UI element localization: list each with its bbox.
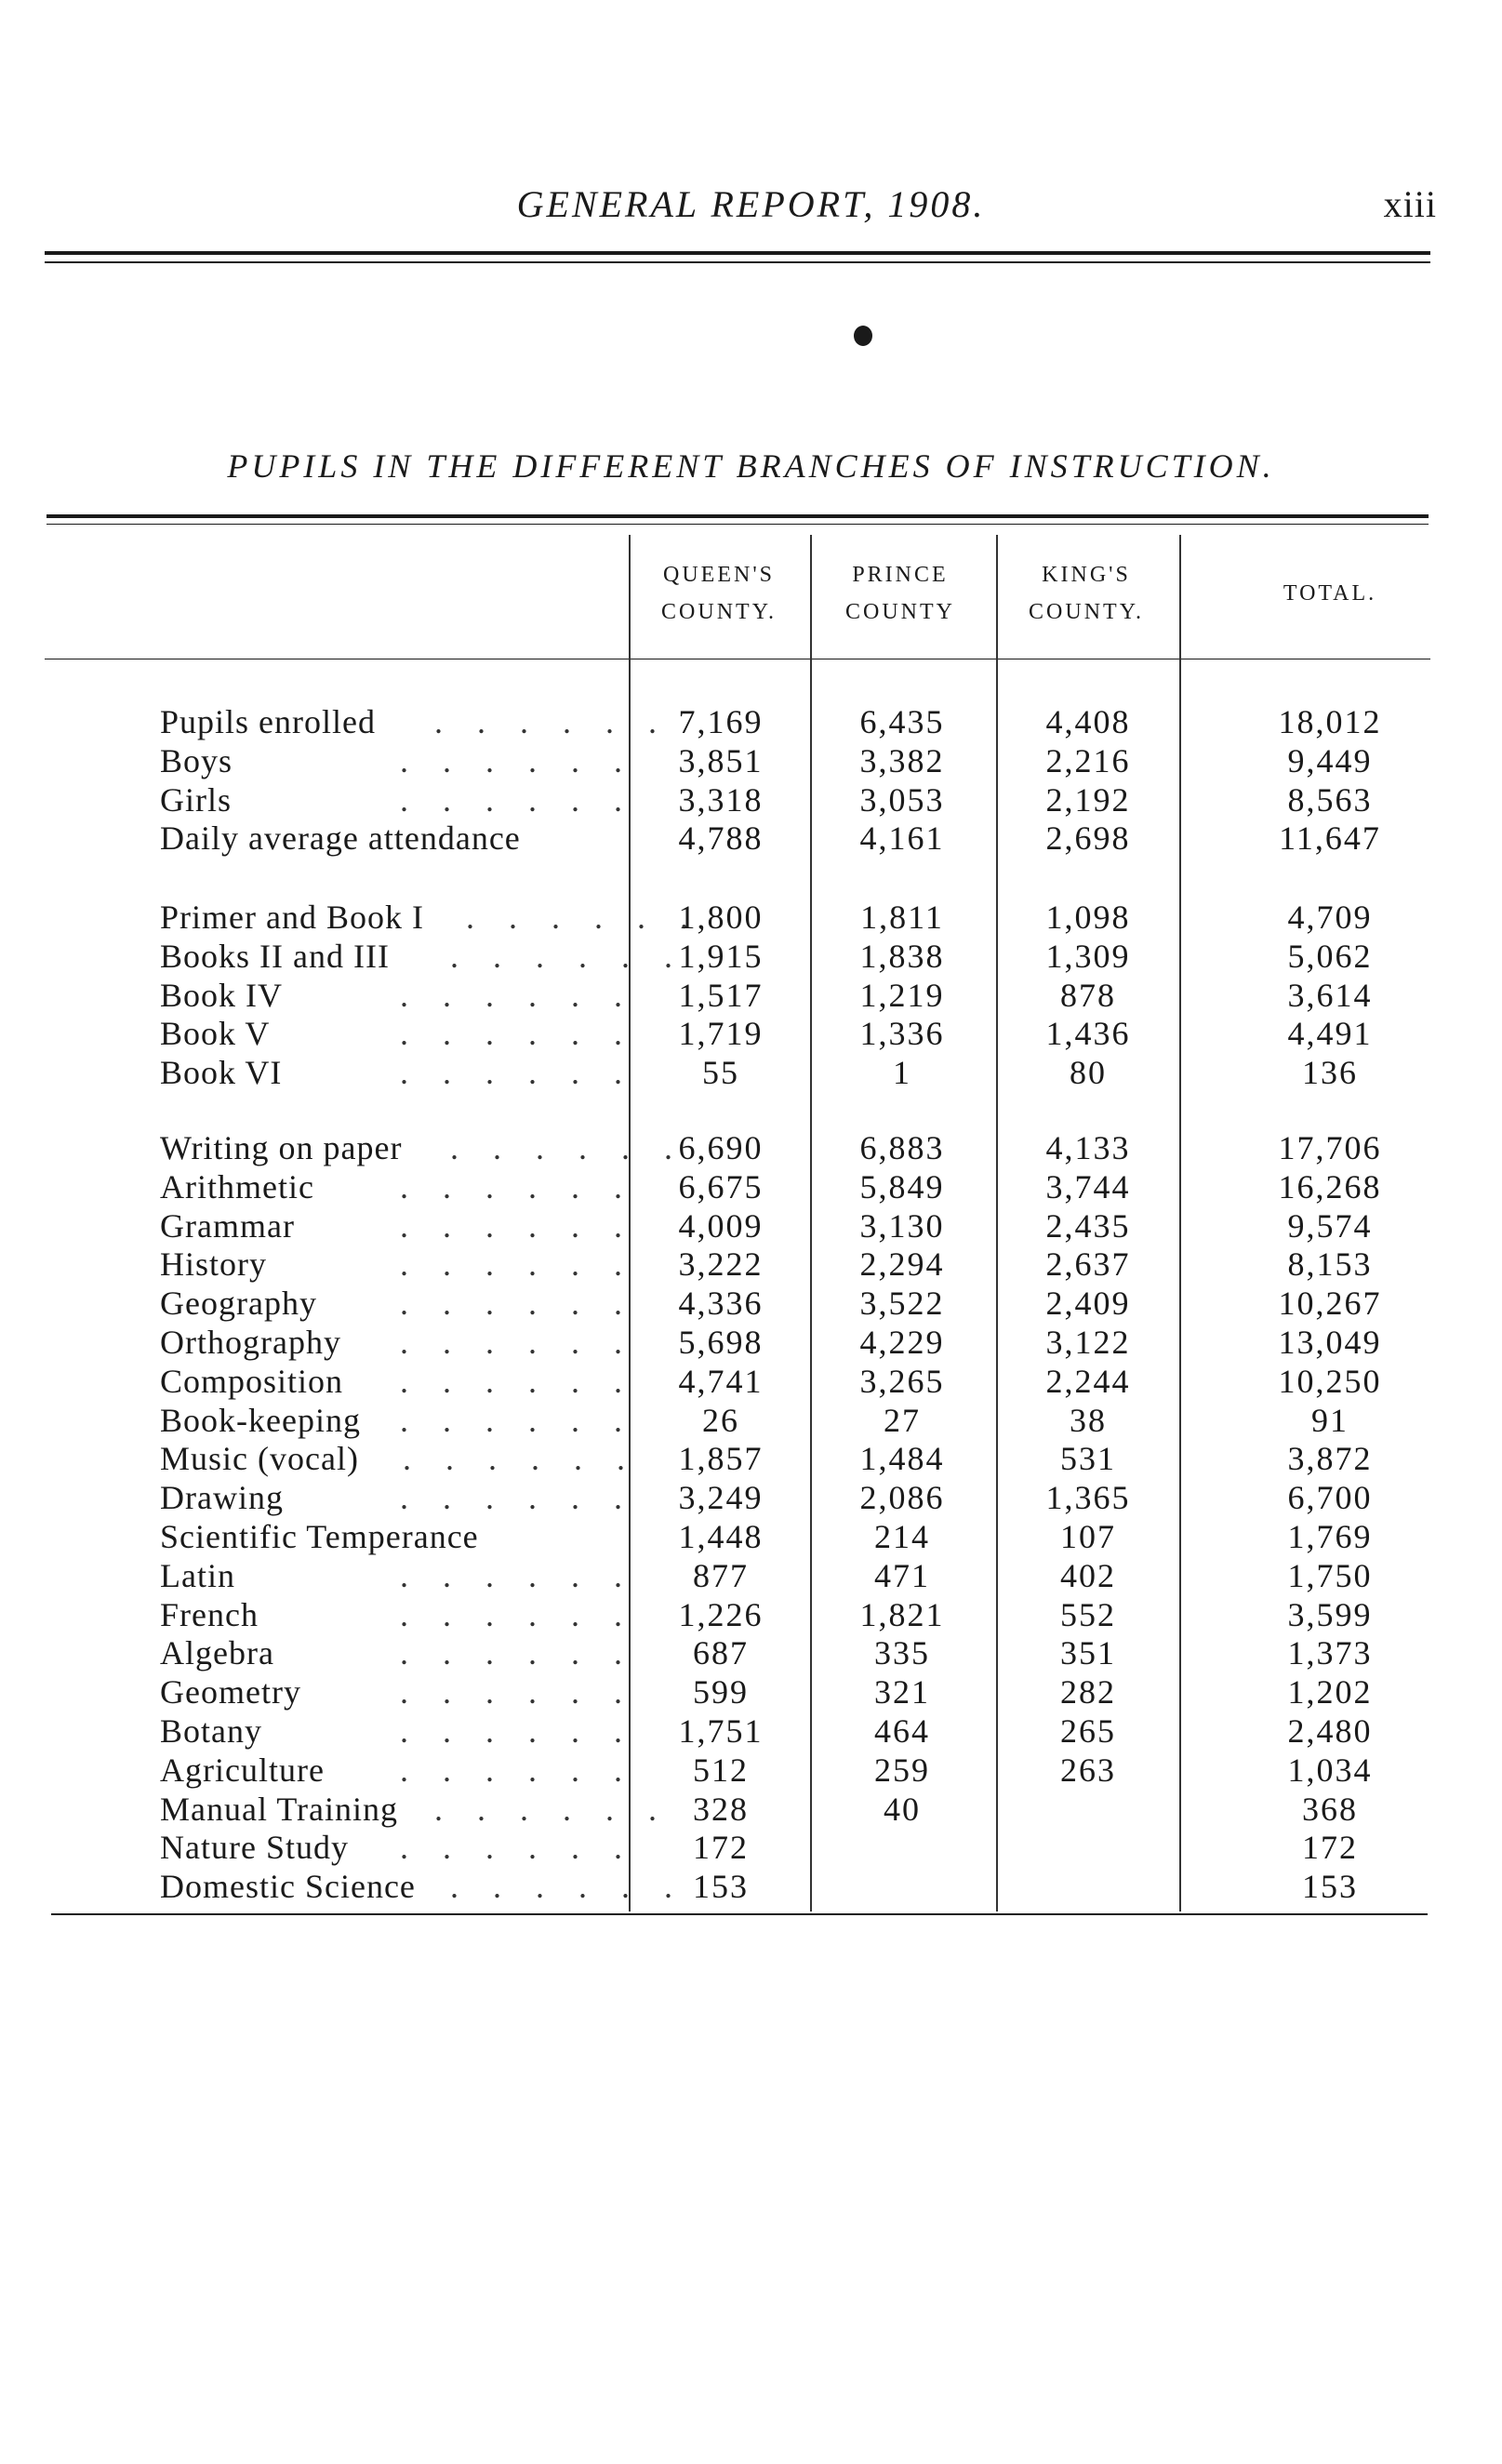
cell-prince-county: 1,838 bbox=[859, 938, 945, 975]
cell-total: 10,250 bbox=[1278, 1363, 1382, 1400]
table-row bbox=[0, 1517, 1502, 1556]
cell-prince-county: 1,821 bbox=[859, 1596, 945, 1633]
table-row bbox=[0, 1556, 1502, 1595]
leader-dots: . . . . . . bbox=[400, 1207, 635, 1245]
cell-prince-county: 1 bbox=[893, 1054, 911, 1091]
row-label: Domestic Science bbox=[160, 1868, 416, 1905]
cell-total: 1,373 bbox=[1287, 1634, 1373, 1672]
row-label: Scientific Temperance bbox=[160, 1518, 479, 1555]
page-number: xiii bbox=[1383, 183, 1437, 225]
running-head bbox=[0, 179, 1502, 234]
cell-total: 16,268 bbox=[1278, 1168, 1382, 1205]
cell-queens-county: 55 bbox=[702, 1054, 739, 1091]
cell-prince-county: 3,522 bbox=[859, 1285, 945, 1322]
cell-queens-county: 1,857 bbox=[678, 1440, 764, 1477]
cell-prince-county: 3,053 bbox=[859, 781, 945, 819]
table-row bbox=[0, 1751, 1502, 1790]
cell-queens-county: 4,741 bbox=[678, 1363, 764, 1400]
leader-dots: . . . . . . bbox=[400, 1324, 635, 1361]
row-label: Girls bbox=[160, 781, 232, 819]
row-label: Book V bbox=[160, 1015, 271, 1052]
cell-total: 3,599 bbox=[1287, 1596, 1373, 1633]
header-rule-thin bbox=[45, 261, 1430, 263]
cell-prince-county: 3,382 bbox=[859, 742, 945, 779]
cell-prince-county: 6,435 bbox=[859, 703, 945, 740]
table-row bbox=[0, 1672, 1502, 1711]
row-label: Botany bbox=[160, 1712, 262, 1750]
cell-total: 1,034 bbox=[1287, 1751, 1373, 1789]
leader-dots: . . . . . . bbox=[400, 1557, 635, 1594]
cell-kings-county: 1,309 bbox=[1045, 938, 1131, 975]
table-row bbox=[0, 1206, 1502, 1245]
cell-prince-county: 4,229 bbox=[859, 1324, 945, 1361]
cell-prince-county: 321 bbox=[874, 1673, 930, 1711]
row-label: Boys bbox=[160, 742, 233, 779]
table-row bbox=[0, 1128, 1502, 1167]
cell-kings-county: 38 bbox=[1070, 1402, 1107, 1439]
cell-kings-county: 1,098 bbox=[1045, 899, 1131, 936]
column-header-line: TOTAL. bbox=[1283, 581, 1377, 606]
cell-total: 368 bbox=[1302, 1791, 1358, 1828]
cell-kings-county: 2,409 bbox=[1045, 1285, 1131, 1322]
table-row bbox=[0, 741, 1502, 780]
cell-prince-county: 1,336 bbox=[859, 1015, 945, 1052]
cell-kings-county: 1,436 bbox=[1045, 1015, 1131, 1052]
leader-dots: . . . . . . bbox=[400, 1634, 635, 1672]
cell-kings-county: 282 bbox=[1060, 1673, 1116, 1711]
cell-prince-county: 2,294 bbox=[859, 1245, 945, 1283]
table-row bbox=[0, 1401, 1502, 1440]
ornament-dot bbox=[854, 326, 872, 346]
leader-dots: . . . . . . bbox=[400, 1829, 635, 1866]
leader-dots: . . . . . . bbox=[400, 1673, 635, 1711]
leader-dots: . . . . . . bbox=[450, 1129, 685, 1166]
leader-dots: . . . . . . bbox=[400, 1751, 635, 1789]
row-label: Writing on paper bbox=[160, 1129, 403, 1166]
cell-kings-county: 4,408 bbox=[1045, 703, 1131, 740]
cell-kings-county: 107 bbox=[1060, 1518, 1116, 1555]
cell-total: 1,202 bbox=[1287, 1673, 1373, 1711]
table-row bbox=[0, 1633, 1502, 1672]
cell-total: 3,614 bbox=[1287, 977, 1373, 1014]
cell-total: 91 bbox=[1311, 1402, 1349, 1439]
cell-kings-county: 265 bbox=[1060, 1712, 1116, 1750]
cell-prince-county: 1,811 bbox=[860, 899, 944, 936]
cell-kings-county: 2,244 bbox=[1045, 1363, 1131, 1400]
table-row bbox=[0, 1790, 1502, 1829]
leader-dots: . . . . . . bbox=[400, 1596, 635, 1633]
row-label: Book IV bbox=[160, 977, 283, 1014]
row-label: Latin bbox=[160, 1557, 235, 1594]
cell-queens-county: 687 bbox=[693, 1634, 749, 1672]
leader-dots: . . . . . . bbox=[403, 1440, 638, 1477]
cell-total: 18,012 bbox=[1278, 703, 1382, 740]
table-row bbox=[0, 1362, 1502, 1401]
row-label: Algebra bbox=[160, 1634, 274, 1672]
cell-prince-county: 2,086 bbox=[859, 1479, 945, 1516]
cell-total: 11,647 bbox=[1279, 819, 1381, 857]
table-top-rule-thick bbox=[47, 514, 1429, 518]
column-header-line: PRINCE bbox=[852, 563, 949, 587]
cell-kings-county: 4,133 bbox=[1045, 1129, 1131, 1166]
table-row bbox=[0, 976, 1502, 1015]
cell-queens-county: 328 bbox=[693, 1791, 749, 1828]
cell-kings-county: 3,122 bbox=[1045, 1324, 1131, 1361]
running-title: GENERAL REPORT, 1908. bbox=[516, 183, 986, 225]
cell-queens-county: 153 bbox=[693, 1868, 749, 1905]
table-top-rule-thin bbox=[47, 524, 1429, 525]
cell-kings-county: 351 bbox=[1060, 1634, 1116, 1672]
cell-queens-county: 877 bbox=[693, 1557, 749, 1594]
row-label: Primer and Book I bbox=[160, 899, 424, 936]
column-header-line: COUNTY. bbox=[661, 600, 777, 624]
cell-queens-county: 172 bbox=[693, 1829, 749, 1866]
row-label: History bbox=[160, 1245, 267, 1283]
cell-queens-county: 599 bbox=[693, 1673, 749, 1711]
column-header-line: COUNTY bbox=[845, 600, 955, 624]
leader-dots: . . . . . . bbox=[400, 977, 635, 1014]
cell-queens-county: 1,915 bbox=[678, 938, 764, 975]
row-label: Book VI bbox=[160, 1054, 283, 1091]
cell-prince-county: 335 bbox=[874, 1634, 930, 1672]
cell-total: 9,574 bbox=[1287, 1207, 1373, 1245]
cell-kings-county: 80 bbox=[1070, 1054, 1107, 1091]
cell-total: 4,491 bbox=[1287, 1015, 1373, 1052]
leader-dots: . . . . . . bbox=[400, 781, 635, 819]
cell-prince-county: 471 bbox=[874, 1557, 930, 1594]
column-header-line: KING'S bbox=[1042, 563, 1131, 587]
leader-dots: . . . . . . bbox=[400, 1285, 635, 1322]
cell-total: 172 bbox=[1302, 1829, 1358, 1866]
cell-kings-county: 878 bbox=[1060, 977, 1116, 1014]
table-row bbox=[0, 937, 1502, 976]
column-header-total bbox=[1209, 575, 1451, 612]
cell-prince-county: 4,161 bbox=[859, 819, 945, 857]
cell-prince-county: 40 bbox=[884, 1791, 921, 1828]
table-row bbox=[0, 898, 1502, 937]
column-header-line: QUEEN'S bbox=[663, 563, 775, 587]
cell-prince-county: 214 bbox=[874, 1518, 930, 1555]
cell-kings-county: 2,192 bbox=[1045, 781, 1131, 819]
cell-queens-county: 26 bbox=[702, 1402, 739, 1439]
leader-dots: . . . . . . bbox=[400, 1245, 635, 1283]
cell-kings-county: 2,435 bbox=[1045, 1207, 1131, 1245]
cell-kings-county: 3,744 bbox=[1045, 1168, 1131, 1205]
leader-dots: . . . . . . bbox=[466, 899, 701, 936]
cell-total: 13,049 bbox=[1278, 1324, 1382, 1361]
cell-queens-county: 3,318 bbox=[678, 781, 764, 819]
cell-queens-county: 6,675 bbox=[678, 1168, 764, 1205]
row-label: Grammar bbox=[160, 1207, 295, 1245]
column-header-line: COUNTY. bbox=[1029, 600, 1144, 624]
row-label: Manual Training bbox=[160, 1791, 399, 1828]
column-header-queens-county bbox=[631, 556, 807, 631]
table-row bbox=[0, 819, 1502, 858]
cell-queens-county: 4,336 bbox=[678, 1285, 764, 1322]
table-row bbox=[0, 1323, 1502, 1362]
cell-total: 17,706 bbox=[1278, 1129, 1382, 1166]
table-row bbox=[0, 1167, 1502, 1206]
leader-dots: . . . . . . bbox=[400, 1402, 635, 1439]
cell-total: 1,769 bbox=[1287, 1518, 1373, 1555]
table-bottom-rule bbox=[51, 1913, 1428, 1915]
header-rule-thick bbox=[45, 251, 1430, 255]
cell-kings-county: 552 bbox=[1060, 1596, 1116, 1633]
cell-total: 1,750 bbox=[1287, 1557, 1373, 1594]
leader-dots: . . . . . . bbox=[434, 1791, 670, 1828]
cell-prince-county: 5,849 bbox=[859, 1168, 945, 1205]
cell-prince-county: 259 bbox=[874, 1751, 930, 1789]
table-row bbox=[0, 1439, 1502, 1478]
cell-total: 9,449 bbox=[1287, 742, 1373, 779]
cell-kings-county: 531 bbox=[1060, 1440, 1116, 1477]
cell-kings-county: 2,698 bbox=[1045, 819, 1131, 857]
cell-queens-county: 3,249 bbox=[678, 1479, 764, 1516]
leader-dots: . . . . . . bbox=[400, 1712, 635, 1750]
row-label: Orthography bbox=[160, 1324, 341, 1361]
table-row bbox=[0, 1828, 1502, 1867]
cell-prince-county: 27 bbox=[884, 1402, 921, 1439]
cell-total: 10,267 bbox=[1278, 1285, 1382, 1322]
cell-queens-county: 1,800 bbox=[678, 899, 764, 936]
row-label: Book-keeping bbox=[160, 1402, 361, 1439]
cell-queens-county: 512 bbox=[693, 1751, 749, 1789]
table-row bbox=[0, 1014, 1502, 1053]
cell-queens-county: 5,698 bbox=[678, 1324, 764, 1361]
table-row bbox=[0, 1053, 1502, 1092]
row-label: Pupils enrolled bbox=[160, 703, 376, 740]
cell-kings-county: 402 bbox=[1060, 1557, 1116, 1594]
row-label: Geography bbox=[160, 1285, 317, 1322]
row-label: Composition bbox=[160, 1363, 344, 1400]
leader-dots: . . . . . . bbox=[400, 1479, 635, 1516]
row-label: Geometry bbox=[160, 1673, 301, 1711]
leader-dots: . . . . . . bbox=[400, 1363, 635, 1400]
cell-queens-county: 6,690 bbox=[678, 1129, 764, 1166]
column-header-prince-county bbox=[812, 556, 989, 631]
leader-dots: . . . . . . bbox=[400, 1015, 635, 1052]
cell-queens-county: 3,222 bbox=[678, 1245, 764, 1283]
cell-prince-county: 6,883 bbox=[859, 1129, 945, 1166]
cell-queens-county: 1,448 bbox=[678, 1518, 764, 1555]
cell-queens-county: 7,169 bbox=[678, 703, 764, 740]
leader-dots: . . . . . . bbox=[450, 938, 685, 975]
cell-queens-county: 1,226 bbox=[678, 1596, 764, 1633]
column-header-kings-county bbox=[998, 556, 1175, 631]
cell-prince-county: 1,219 bbox=[859, 977, 945, 1014]
leader-dots: . . . . . . bbox=[400, 1054, 635, 1091]
row-label: Nature Study bbox=[160, 1829, 349, 1866]
row-label: Drawing bbox=[160, 1479, 284, 1516]
cell-queens-county: 4,009 bbox=[678, 1207, 764, 1245]
cell-total: 136 bbox=[1302, 1054, 1358, 1091]
table-title: PUPILS IN THE DIFFERENT BRANCHES OF INSTRUCTION. bbox=[227, 447, 1275, 485]
cell-total: 8,153 bbox=[1287, 1245, 1373, 1283]
cell-kings-county: 1,365 bbox=[1045, 1479, 1131, 1516]
leader-dots: . . . . . . bbox=[450, 1868, 685, 1905]
table-row bbox=[0, 780, 1502, 819]
cell-prince-county: 3,130 bbox=[859, 1207, 945, 1245]
cell-queens-county: 1,719 bbox=[678, 1015, 764, 1052]
table-row bbox=[0, 1478, 1502, 1517]
cell-total: 153 bbox=[1302, 1868, 1358, 1905]
row-label: Music (vocal) bbox=[160, 1440, 359, 1477]
row-label: Daily average attendance bbox=[160, 819, 521, 857]
table-row bbox=[0, 1867, 1502, 1906]
cell-total: 6,700 bbox=[1287, 1479, 1373, 1516]
cell-queens-county: 3,851 bbox=[678, 742, 764, 779]
row-label: Arithmetic bbox=[160, 1168, 314, 1205]
cell-total: 2,480 bbox=[1287, 1712, 1373, 1750]
cell-queens-county: 1,517 bbox=[678, 977, 764, 1014]
cell-queens-county: 1,751 bbox=[678, 1712, 764, 1750]
cell-prince-county: 464 bbox=[874, 1712, 930, 1750]
row-label: Books II and III bbox=[160, 938, 390, 975]
table-row bbox=[0, 702, 1502, 741]
table-row bbox=[0, 1245, 1502, 1284]
leader-dots: . . . . . . bbox=[400, 742, 635, 779]
table-row bbox=[0, 1711, 1502, 1751]
leader-dots: . . . . . . bbox=[400, 1168, 635, 1205]
table-row bbox=[0, 1284, 1502, 1323]
cell-total: 8,563 bbox=[1287, 781, 1373, 819]
row-label: Agriculture bbox=[160, 1751, 325, 1789]
cell-total: 4,709 bbox=[1287, 899, 1373, 936]
cell-total: 3,872 bbox=[1287, 1440, 1373, 1477]
cell-prince-county: 3,265 bbox=[859, 1363, 945, 1400]
leader-dots: . . . . . . bbox=[434, 703, 670, 740]
cell-prince-county: 1,484 bbox=[859, 1440, 945, 1477]
cell-kings-county: 2,637 bbox=[1045, 1245, 1131, 1283]
cell-kings-county: 263 bbox=[1060, 1751, 1116, 1789]
cell-total: 5,062 bbox=[1287, 938, 1373, 975]
row-label: French bbox=[160, 1596, 259, 1633]
table-row bbox=[0, 1595, 1502, 1634]
cell-kings-county: 2,216 bbox=[1045, 742, 1131, 779]
cell-queens-county: 4,788 bbox=[678, 819, 764, 857]
